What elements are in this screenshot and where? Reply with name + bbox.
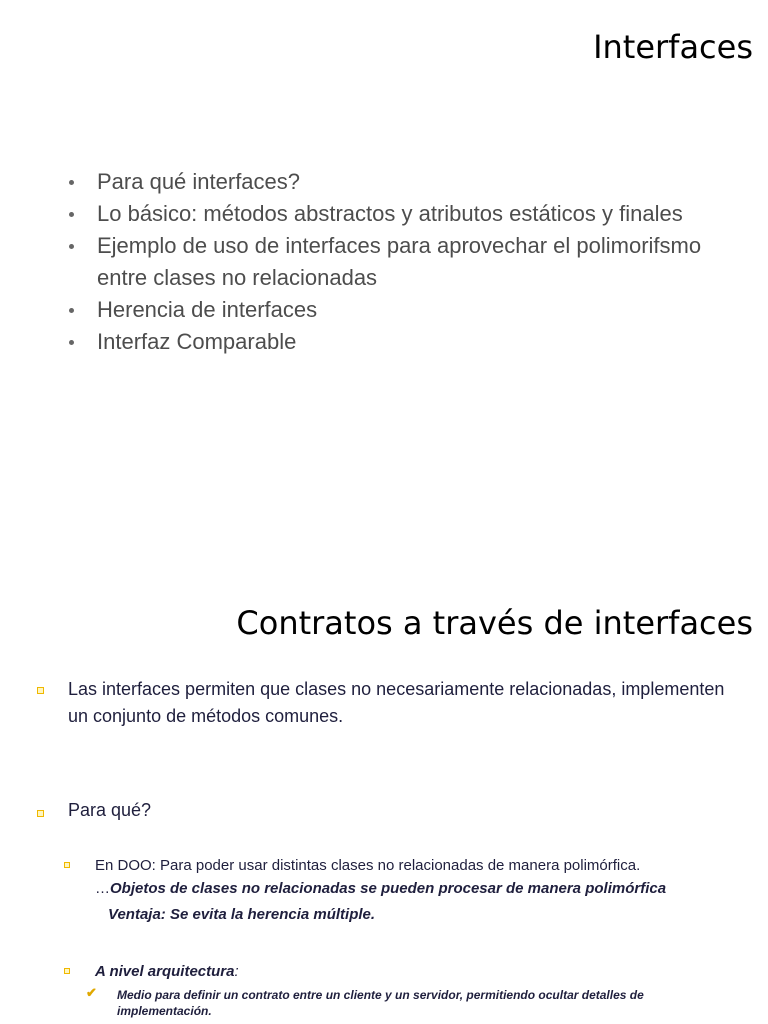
bullet-text: Ejemplo de uso de interfaces para aprovechar el polimorifsmo entre clases no relacionadas [97,233,702,290]
emphasis-text: Objetos de clases no relacionadas se pueden procesar de manera polimórfica [110,880,667,897]
bullet-item [66,230,706,294]
advantage-text: Ventaja: Se evita la herencia múltiple. [108,906,376,923]
square-bullet-icon [64,862,70,868]
bullet-dot-icon [69,212,74,217]
sub-point-doo-line1: En DOO: Para poder usar distintas clases no relacionadas de manera polimórfica. [95,857,641,874]
point-para-que: Para qué? [68,800,152,820]
sub-point-doo [95,854,755,926]
arquitectura-detail: Medio para definir un contrato entre un cliente y un servidor, permitiendo ocultar detalles de implementación. [117,988,644,1018]
bullet-dot-icon [69,308,74,313]
checkmark-icon: ✔ [86,985,97,1000]
bullet-item [66,198,706,230]
square-bullet-icon [37,810,44,817]
point-interfaces-definition: Las interfaces permiten que clases no necesariamente relacionadas, implementen un conjunto de métodos comunes. [68,679,725,726]
bullet-list [66,166,706,358]
bullet-dot-icon [69,244,74,249]
square-bullet-icon [64,968,70,974]
bullet-item [66,326,706,358]
slide-title: Contratos a través de interfaces [236,604,753,642]
bullet-item [66,294,706,326]
arquitectura-colon: : [234,963,239,980]
ellipsis: … [95,880,110,897]
square-bullet-icon [37,687,44,694]
arquitectura-label: A nivel arquitectura [95,963,235,980]
slide-title: Interfaces [593,28,753,66]
bullet-text: Lo básico: métodos abstractos y atributos estáticos y finales [97,201,683,226]
bullet-text: Para qué interfaces? [97,169,301,194]
sub-point-arquitectura [95,960,755,983]
bullet-item [66,166,706,198]
sub-point-doo-line2 [95,877,755,900]
bullet-text: Interfaz Comparable [97,329,297,354]
bullet-dot-icon [69,180,74,185]
bullet-dot-icon [69,340,74,345]
bullet-text: Herencia de interfaces [97,297,318,322]
slide-contratos [0,512,768,1024]
